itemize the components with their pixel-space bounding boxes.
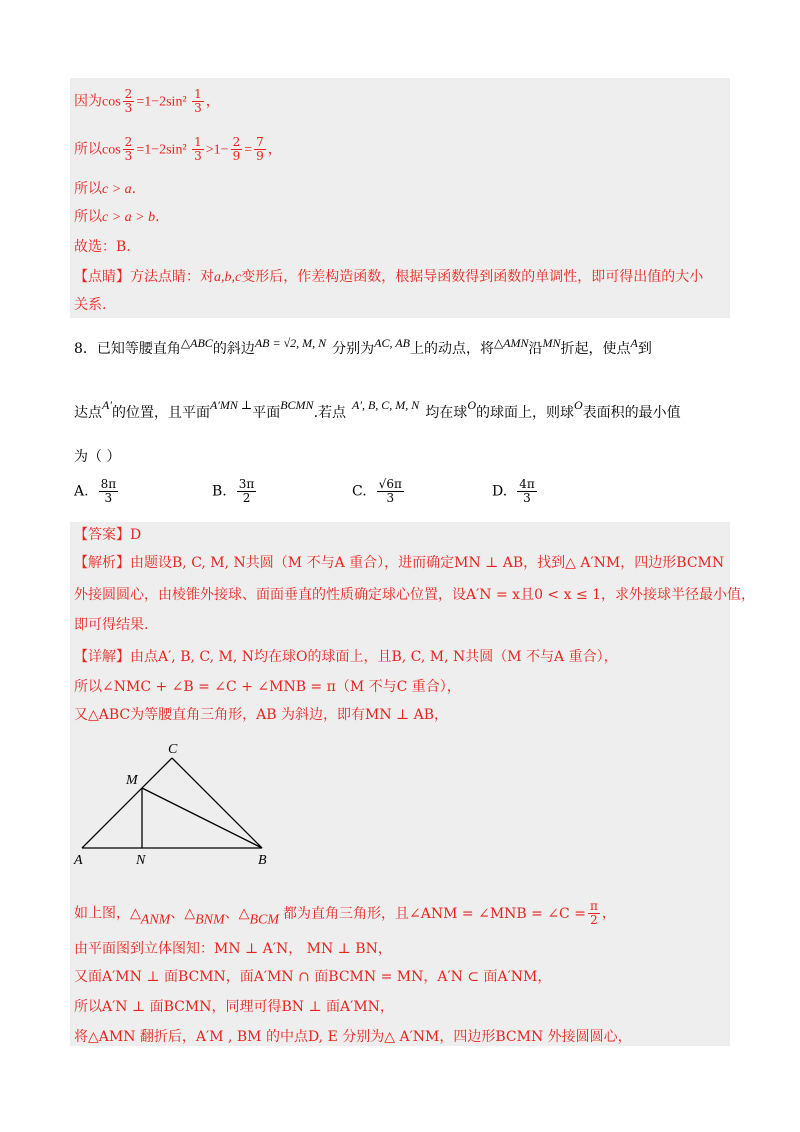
detail-line-2: 所以∠NMC + ∠B = ∠C + ∠MNB = π（M 不与C 重合）， bbox=[74, 679, 461, 695]
question-line-1: 8．已知等腰直角△ABC的斜边AB = √2, M, N 分别为AC, AB上的动点，将△AMN沿MN折起，使点A到 bbox=[74, 336, 652, 357]
option-b[interactable]: B. $\frac{3\pi}{2}$ bbox=[212, 477, 255, 505]
label-m: M bbox=[126, 773, 138, 788]
option-a[interactable]: A. $\frac{8\pi}{3}$ bbox=[74, 477, 117, 505]
triangle-figure bbox=[70, 738, 290, 870]
label-c: C bbox=[168, 742, 178, 757]
detail-label: 【详解】 bbox=[74, 649, 130, 665]
tip-label: 【点睛】 bbox=[74, 269, 130, 285]
after-fig-line-2: 由平面图到立体图知：MN ⊥ A′N， MN ⊥ BN， bbox=[74, 941, 392, 957]
side-ac bbox=[82, 758, 172, 848]
question-line-3: 为（ ） bbox=[74, 449, 121, 465]
choice-line: 故选：B. bbox=[74, 239, 131, 255]
detail-line-1: 【详解】由点A′, B, C, M, N均在球O的球面上，且B, C, M, N共圆（M 不与A 重合）， bbox=[74, 649, 618, 665]
segment-mb bbox=[142, 788, 262, 848]
solution-line-2: 所以cos $\frac{2}{3}$ =1−2sin² $\frac{1}{3}$ >1− $\frac{2}{9}$ = $\frac{7}{9}$ ， bbox=[74, 135, 282, 163]
answer-line: 【答案】D bbox=[74, 527, 142, 543]
analysis-line-1: 【解析】由题设B, C, M, N共圆（M 不与A 重合），进而确定MN ⊥ AB，找到△ A′NM，四边形BCMN bbox=[74, 555, 725, 571]
question-line-2: 达点A′的位置，且平面A′MN ⊥平面BCMN.若点 A′, B, C, M, N 均在球O的球面上，则球O表面积的最小值 bbox=[74, 398, 681, 421]
after-fig-line-5: 将△AMN 翻折后，A′M , BM 的中点D, E 分别为△ A′NM，四边形BCMN 外接圆圆心， bbox=[74, 1029, 632, 1045]
analysis-label: 【解析】 bbox=[74, 555, 130, 571]
analysis-line-2: 外接圆圆心，由棱锥外接球、面面垂直的性质确定球心位置，设A′N = x且0 < x ≤ 1，求外接球半径最小值， bbox=[74, 587, 756, 603]
after-fig-line-3: 又面A′MN ⊥ 面BCMN，面A′MN ∩ 面BCMN = MN，A′N ⊂ 面A′NM， bbox=[74, 969, 552, 985]
solution-line-4: 所以c > a > b. bbox=[74, 209, 160, 225]
label-n: N bbox=[136, 853, 146, 868]
side-cb bbox=[172, 758, 262, 848]
detail-line-3: 又△ABC为等腰直角三角形，AB 为斜边，即有MN ⊥ AB， bbox=[74, 707, 449, 723]
solution-line-1: 因为cos $\frac{2}{3}$ =1−2sin² $\frac{1}{3}$ ， bbox=[74, 87, 220, 115]
label-b: B bbox=[258, 853, 267, 868]
analysis-line-3: 即可得结果. bbox=[74, 617, 149, 633]
fraction: $\frac{2}{3}$ bbox=[124, 87, 133, 115]
option-d[interactable]: D. $\frac{4\pi}{3}$ bbox=[492, 477, 535, 505]
option-c[interactable]: C. $\frac{√6\pi}{3}$ bbox=[352, 477, 402, 505]
tip-line-1: 【点睛】方法点睛：对a,b,c变形后，作差构造函数，根据导函数得到函数的单调性，即可得出值的大小 bbox=[74, 269, 704, 285]
after-fig-line-4: 所以A′N ⊥ 面BCMN，同理可得BN ⊥ 面A′MN， bbox=[74, 999, 394, 1015]
after-fig-line-1: 如上图，△ANM、△BNM、△BCM 都为直角三角形，且∠ANM = ∠MNB = ∠C = $\frac{\pi}{2}$ ， bbox=[74, 899, 616, 928]
fraction: $\frac{1}{3}$ bbox=[194, 87, 202, 115]
label-a: A bbox=[74, 853, 83, 868]
solution-line-3: 所以c > a. bbox=[74, 181, 137, 197]
tip-line-2: 关系. bbox=[74, 297, 107, 313]
